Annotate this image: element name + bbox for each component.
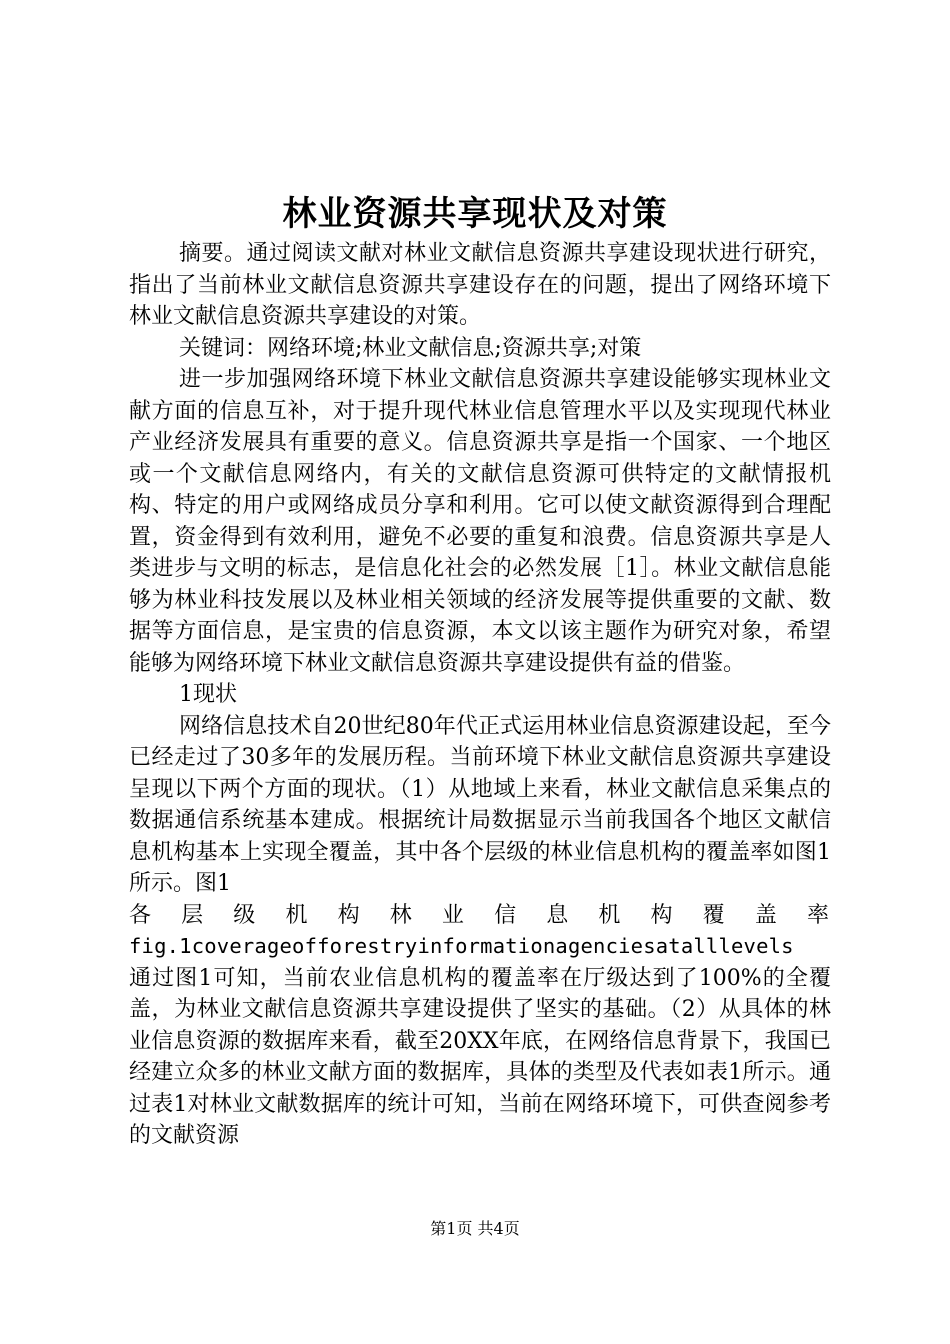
intro-paragraph: 进一步加强网络环境下林业文献信息资源共享建设能够实现林业文献方面的信息互补，对于提升现代林业信息管理水平以及实现现代林业产业经济发展具有重要的意义。信息资源共享是指一个国家、一个地区或一个文献信息网络内，有关的文献信息资源可供特定的文献情报机构、特定的用户或网络成员分享和利用。它可以使文献资源得到合理配置，资金得到有效利用，避免不必要的重复和浪费。信息资源共享是人类进步与文明的标志，是信息化社会的必然发展［1］。林业文献信息能够为林业科技发展以及林业相关领域的经济发展等提供重要的文献、数据等方面信息，是宝贵的信息资源，本文以该主题作为研究对象，希望能够为网络环境下林业文献信息资源共享建设提供有益的借鉴。 [129,367,831,676]
keywords-line: 关键词：网络环境;林业文献信息;资源共享;对策 [179,335,642,361]
document-title: 林业资源共享现状及对策 [282,194,668,234]
page-footer: 第1页 共4页 [430,1219,520,1238]
section-heading: 1现状 [179,682,237,707]
abstract-paragraph: 摘要。通过阅读文献对林业文献信息资源共享建设现状进行研究，指出了当前林业文献信息资源共享建设存在的问题，提出了网络环境下林业文献信息资源共享建设的对策。 [129,241,831,329]
section-paragraph: 网络信息技术自20世纪80年代正式运用林业信息资源建设起，至今已经走过了30多年的发展历程。当前环境下林业文献信息资源共享建设呈现以下两个方面的现状。（1）从地域上来看，林业文献信息采集点的数据通信系统基本建成。根据统计局数据显示当前我国各个地区文献信息机构基本上实现全覆盖，其中各个层级的林业信息机构的覆盖率如图1所示。图1 [129,713,831,896]
figure-caption-cn: 各 层 级 机 构 林 业 信 息 机 构 覆 盖 率 [129,902,831,928]
figure-caption-en: fig.1coverageofforestryinformationagenciesatalllevels [129,934,794,958]
document-body [129,238,831,1152]
section-paragraph-continued: 通过图1可知，当前农业信息机构的覆盖率在厅级达到了100%的全覆盖，为林业文献信息资源共享建设提供了坚实的基础。（2）从具体的林业信息资源的数据库来看，截至20XX年底，在网络信息背景下，我国已经建立众多的林业文献方面的数据库，具体的类型及代表如表1所示。通过表1对林业文献数据库的统计可知，当前在网络环境下，可供查阅参考的文献资源 [129,965,831,1148]
